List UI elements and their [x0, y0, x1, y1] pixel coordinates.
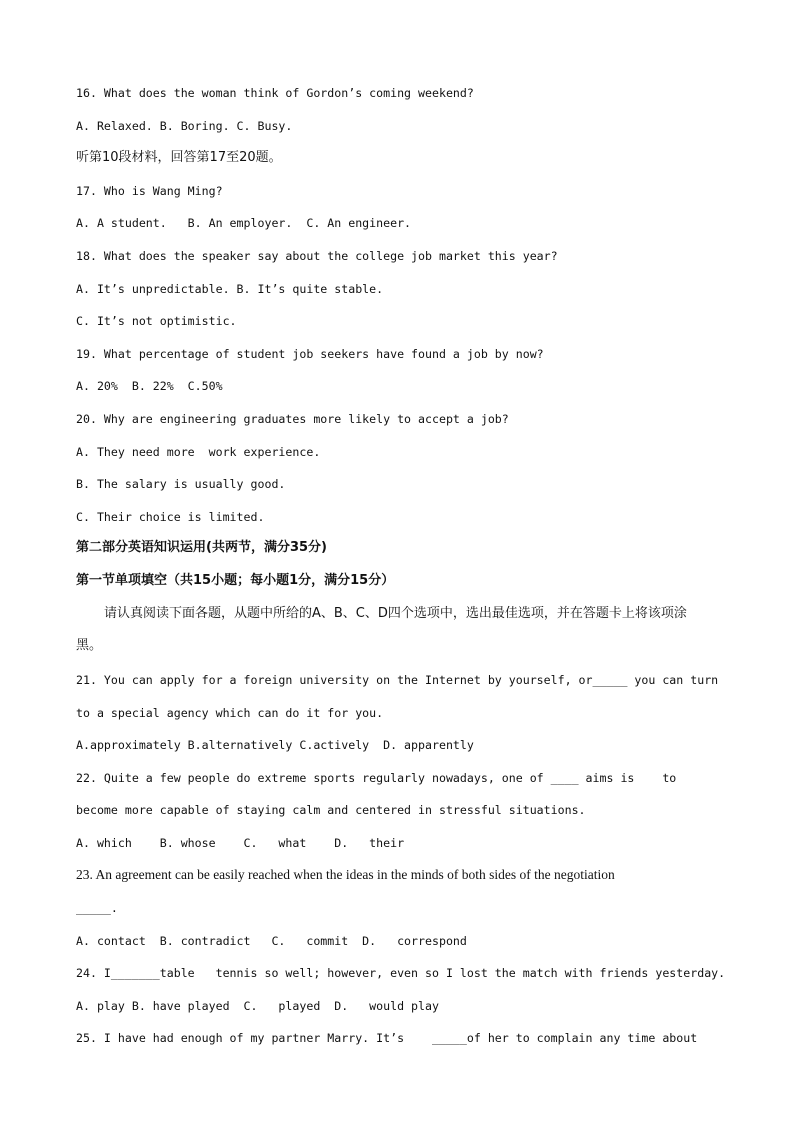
options-18-ab: A. It’s unpredictable. B. It’s quite stable. — [76, 282, 384, 296]
question-20: 20. Why are engineering graduates more likely to accept a job? — [76, 412, 509, 426]
options-19: A. 20% B. 22% C.50% — [76, 379, 223, 393]
option-20-b: B. The salary is usually good. — [76, 477, 286, 491]
question-18: 18. What does the speaker say about the college job market this year? — [76, 249, 558, 263]
option-20-a: A. They need more work experience. — [76, 445, 321, 459]
question-19: 19. What percentage of student job seekers have found a job by now? — [76, 347, 544, 361]
question-16: 16. What does the woman think of Gordon’s coming weekend? — [76, 86, 474, 100]
options-18-c: C. It’s not optimistic. — [76, 314, 237, 328]
options-22: A. which B. whose C. what D. their — [76, 836, 405, 850]
question-23-blank: _____. — [76, 901, 118, 915]
instructions: 请认真阅读下面各题，从题中所给的A、B、C、D四个选项中，选出最佳选项，并在答题卡上将该项涂 — [104, 606, 687, 621]
option-20-c: C. Their choice is limited. — [76, 510, 265, 524]
options-21: A.approximately B.alternatively C.actively D. apparently — [76, 738, 474, 752]
question-17: 17. Who is Wang Ming? — [76, 184, 223, 198]
options-17: A. A student. B. An employer. C. An engineer. — [76, 216, 412, 230]
question-23: 23. An agreement can be easily reached when the ideas in the minds of both sides of the negotiation — [76, 867, 615, 882]
part-two-heading: 第二部分英语知识运用(共两节，满分35分) — [76, 540, 327, 555]
instructions-cont: 黑。 — [76, 638, 103, 653]
question-24: 24. I_______table tennis so well; however, even so I lost the match with friends yesterday. — [76, 966, 726, 980]
options-24: A. play B. have played C. played D. would play — [76, 999, 439, 1013]
section-one-heading: 第一节单项填空（共15小题；每小题1分，满分15分） — [76, 573, 395, 588]
question-25: 25. I have had enough of my partner Marry. It’s _____of her to complain any time about — [76, 1031, 698, 1045]
question-22-cont: become more capable of staying calm and centered in stressful situations. — [76, 803, 586, 817]
section-instruction-10: 听第10段材料，回答第17至20题。 — [76, 150, 282, 165]
question-22: 22. Quite a few people do extreme sports regularly nowadays, one of ____ aims is to — [76, 771, 677, 785]
options-23: A. contact B. contradict C. commit D. correspond — [76, 934, 467, 948]
question-21: 21. You can apply for a foreign university on the Internet by yourself, or_____ you can turn — [76, 673, 719, 687]
options-16: A. Relaxed. B. Boring. C. Busy. — [76, 119, 293, 133]
question-21-cont: to a special agency which can do it for you. — [76, 706, 384, 720]
